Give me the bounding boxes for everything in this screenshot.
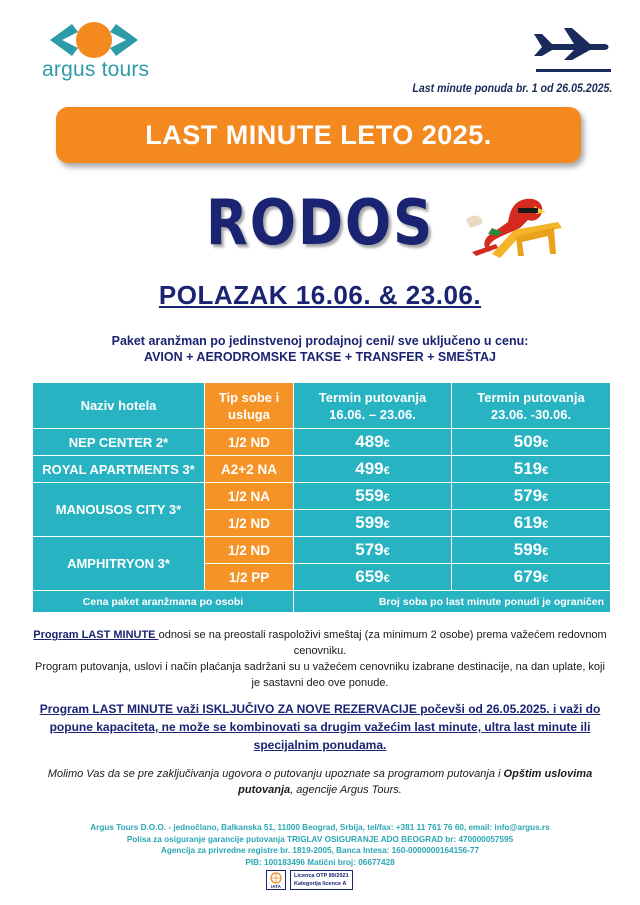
iata-globe-icon <box>267 871 285 889</box>
contract-notice <box>30 766 610 798</box>
currency: € <box>383 438 390 450</box>
table-footer-row <box>33 591 611 613</box>
currency: € <box>542 438 549 450</box>
destination-title: RODOS <box>205 186 435 259</box>
title-banner <box>56 107 581 163</box>
program-label: Program LAST MINUTE <box>33 629 159 641</box>
departure-dates: POLAZAK 16.06. & 23.06. <box>158 280 482 310</box>
price-value: 659 <box>355 567 384 586</box>
currency: € <box>542 546 549 558</box>
license-category: Kategorija licence A <box>294 881 347 887</box>
airplane-icon <box>530 26 612 62</box>
hotel-name: MANOUSOS CITY 3* <box>33 483 205 537</box>
currency: € <box>542 492 549 504</box>
contract-tail: , agencije Argus Tours. <box>290 784 402 796</box>
price-value: 679 <box>513 567 543 586</box>
currency: € <box>542 519 549 531</box>
currency: € <box>383 492 390 504</box>
price-value: 489 <box>355 432 384 451</box>
hotel-name: ROYAL APARTMENTS 3* <box>33 456 205 483</box>
price-term1 <box>294 510 452 537</box>
company-footer <box>0 822 640 868</box>
eye-sun-logo-icon <box>48 18 140 62</box>
price-value: 519 <box>513 459 543 478</box>
payment-terms-text: Program putovanja, uslovi i način plaćanja sadržani su u važećem cenovniku izabrane destinacije, na dan uplate, koji je sastavni deo ove ponude. <box>35 661 605 689</box>
price-term1 <box>294 537 452 564</box>
price-term2 <box>452 510 611 537</box>
tax-ids: PIB: 100183496 Matični broj: 06677428 <box>245 857 395 867</box>
price-value: 599 <box>355 513 384 532</box>
col-header-hotel: Naziv hotela <box>33 383 205 429</box>
price-term1 <box>294 483 452 510</box>
col-header-term1-dates: 16.06. – 23.06. <box>329 406 416 422</box>
price-term1 <box>294 564 452 591</box>
col-header-room-line2: usluga <box>228 406 270 422</box>
price-term2 <box>452 429 611 456</box>
price-value: 579 <box>513 486 543 505</box>
currency: € <box>542 465 549 477</box>
divider <box>536 69 611 72</box>
license-badges <box>266 870 353 890</box>
price-value: 579 <box>355 540 384 559</box>
rooms-limited-note: Broj soba po last minute ponudi je ograničen <box>294 591 611 613</box>
offer-number: Last minute ponuda br. 1 od 26.05.2025. <box>412 83 612 95</box>
package-includes: AVION + AERODROMSKE TAKSE + TRANSFER + SMEŠTAJ <box>143 350 496 364</box>
price-term1 <box>294 429 452 456</box>
price-value: 619 <box>513 513 543 532</box>
currency: € <box>383 546 390 558</box>
table-row <box>33 483 611 510</box>
table-row <box>33 456 611 483</box>
insurance-policy: Polisa za osiguranje garancije putovanja TRIGLAV OSIGURANJE ADO BEOGRAD br: 470000057595 <box>126 834 514 844</box>
terms-text: odnosi se na preostali raspoloživi smeštaj (za minimum 2 osobe) prema važećem redovnom cenovniku. <box>158 629 607 657</box>
room-type: 1/2 PP <box>205 564 294 591</box>
col-header-term2 <box>452 383 611 429</box>
price-value: 599 <box>513 540 543 559</box>
col-header-term1 <box>294 383 452 429</box>
room-type: 1/2 ND <box>205 537 294 564</box>
price-value: 509 <box>513 432 543 451</box>
price-value: 559 <box>355 486 384 505</box>
registry-bank: Agencija za privredne registre br. 1819-2005, Banca Intesa: 160-0000000164156-77 <box>160 846 480 856</box>
price-term2 <box>452 537 611 564</box>
room-type: 1/2 NA <box>205 483 294 510</box>
last-minute-terms <box>30 627 610 691</box>
col-header-term1-label: Termin putovanja <box>318 389 427 405</box>
currency: € <box>542 573 549 585</box>
license-number: Licenca OTP 89/2021 <box>294 873 349 879</box>
banner-title: LAST MINUTE LETO 2025. <box>145 119 492 150</box>
brand-name: argus tours <box>42 58 150 81</box>
room-type: 1/2 ND <box>205 429 294 456</box>
price-value: 499 <box>355 459 384 478</box>
iata-logo <box>266 870 286 890</box>
col-header-room-line1: Tip sobe i <box>218 389 280 405</box>
room-type: A2+2 NA <box>205 456 294 483</box>
currency: € <box>383 573 390 585</box>
col-header-term2-dates: 23.06. -30.06. <box>490 406 572 422</box>
general-terms-link[interactable]: Opštim uslovima putovanja <box>238 768 593 796</box>
package-description: Paket aranžman po jedinstvenoj prodajnoj ceni/ sve uključeno u cenu: <box>111 334 529 348</box>
contract-text: Molimo Vas da se pre zaključivanja ugovora o putovanju upoznate sa programom putovanja i <box>47 768 504 780</box>
validity-notice: Program LAST MINUTE važi ISKLJUČIVO ZA NOVE REZERVACIJE počevši od 26.05.2025. i važi do popune kapaciteta, ne može se kombinovati sa drugim važećim last minute, ultra last minute ili specijalnim ponudama. <box>39 702 601 752</box>
company-address: Argus Tours D.O.O. - jednočlano, Balkanska 51, 11000 Beograd, Srbija, tel/fax: +381 11 761 76 60, email: info@argus.rs <box>90 823 550 832</box>
parrot-deckchair-icon <box>462 192 572 260</box>
iata-label: IATA <box>271 884 281 889</box>
table-row <box>33 537 611 564</box>
license-box <box>290 870 353 890</box>
col-header-room <box>205 383 294 429</box>
argus-logo <box>40 18 150 84</box>
price-table <box>32 382 611 613</box>
hotel-name: AMPHITRYON 3* <box>33 537 205 591</box>
currency: € <box>383 519 390 531</box>
price-term1 <box>294 456 452 483</box>
table-header-row <box>33 383 611 429</box>
price-term2 <box>452 456 611 483</box>
price-term2 <box>452 483 611 510</box>
price-term2 <box>452 564 611 591</box>
hotel-name: NEP CENTER 2* <box>33 429 205 456</box>
price-per-person-note: Cena paket aranžmana po osobi <box>33 591 294 613</box>
table-row <box>33 429 611 456</box>
currency: € <box>383 465 390 477</box>
room-type: 1/2 ND <box>205 510 294 537</box>
col-header-term2-label: Termin putovanja <box>477 389 585 405</box>
